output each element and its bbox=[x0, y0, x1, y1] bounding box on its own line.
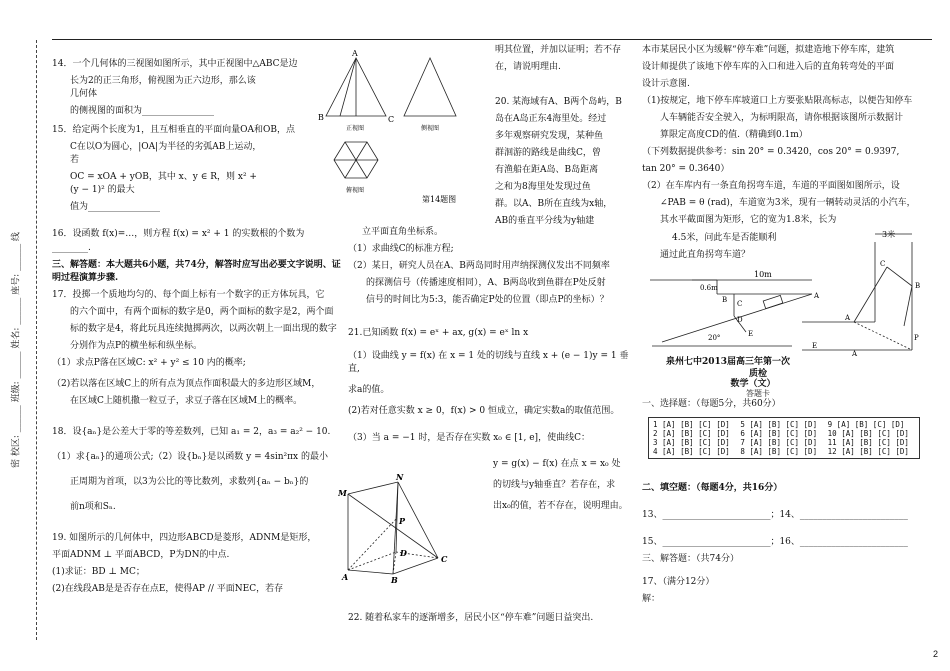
q20-line8: AB的垂直平分线为y轴建 bbox=[495, 216, 595, 227]
answer-row-10[interactable]: 10 [A] [B] [C] [D] bbox=[827, 429, 909, 438]
answer-row-11[interactable]: 11 [A] [B] [C] [D] bbox=[827, 438, 909, 447]
card-title-line4: 答题卡 bbox=[746, 389, 770, 399]
q17-part2-line1: （2)若以落在区域C上的所有点为顶点作面积最大的多边形区域M， bbox=[52, 378, 321, 389]
q22-part2-line2: ∠PAB = θ (rad)，车道宽为3米，现有一辆转动灵活的小汽车， bbox=[660, 198, 916, 209]
q17-answer-heading: 17、（满分12分） bbox=[642, 577, 715, 588]
top-rule bbox=[52, 39, 932, 40]
q20-line4: 群洄游的路线是曲线C，曾 bbox=[495, 148, 601, 159]
answer-card-header bbox=[648, 356, 808, 399]
q18-line4: 前n项和Sₙ. bbox=[70, 502, 116, 513]
q18-line2: （1）求{aₙ}的通项公式;（2）设{bₙ}是以函数 y = 4sin²πx 的最小 bbox=[52, 452, 328, 463]
fig22-label-e: E bbox=[812, 342, 818, 350]
fig14-caption: 第14题图 bbox=[422, 195, 457, 204]
q22-part1-line2: 人车辆能否安全驶入，为标明限高，请你根据该图所示数据计 bbox=[660, 113, 904, 124]
fig14-side-triangle bbox=[404, 58, 456, 116]
q22-part1-line1: （1)按规定，地下停车库坡道口上方要张贴限高标志，以便告知停车 bbox=[642, 96, 913, 107]
answer-row-8[interactable]: 8 [A] [B] [C] [D] bbox=[740, 447, 818, 456]
q22-stem: 22. 随着私家车的逐渐增多，居民小区“停车难”问题日益突出. bbox=[348, 613, 594, 623]
answer-row-6[interactable]: 6 [A] [B] [C] [D] bbox=[740, 429, 818, 438]
q22-cont-line3: 设计示意图. bbox=[642, 79, 690, 90]
q20-line6: 之和为8海里处发现过鱼 bbox=[495, 182, 591, 193]
q16: 16．设函数 f(x)=…，则方程 f(x) = x² + 1 的实数根的个数为________. bbox=[52, 229, 305, 253]
q22-part2-line3: 其水平截面图为矩形，它的宽为1.8米，长为 bbox=[660, 215, 837, 226]
q21-part3-line4: 出x₀的值，若不存在，说明理由。 bbox=[493, 500, 628, 511]
q20-line7: 群。以A、B所在直线为x轴， bbox=[495, 199, 613, 210]
q15-line3: OC = xOA + yOB，其中 x、y ∈ R，则 x² + (y − 1)² 的最大 bbox=[70, 172, 257, 196]
fig14-front-edge bbox=[340, 58, 356, 116]
blank-15-16[interactable]: 15、________________________；16、________________________ bbox=[642, 537, 908, 548]
fig22-label-d-ramp: D bbox=[737, 316, 743, 324]
q20-part2-line2: 的探测信号（传播速度相同），A、B两岛收到鱼群在P处反射 bbox=[366, 278, 606, 289]
fig22-car-left bbox=[854, 267, 887, 322]
q17-line4: 分别作为点P的横坐标和纵坐标。 bbox=[70, 340, 203, 351]
fig22-car-top bbox=[887, 267, 912, 286]
fig19-edge-ab bbox=[348, 570, 393, 574]
q19-line2: 平面ADNM ⊥ 平面ABCD，P为DN的中点. bbox=[52, 550, 230, 561]
fig19-edge-bc bbox=[393, 558, 438, 574]
q22-part2-line5: 通过此直角拐弯车道？ bbox=[660, 249, 751, 260]
column-2 bbox=[495, 44, 635, 232]
q21-part1-line1: （1）设曲线 y = f(x) 在 x = 1 处的切线与直线 x + (e − 1)y = 1 垂直, bbox=[348, 351, 629, 375]
fig19-edge-mn bbox=[348, 482, 398, 494]
fig14 bbox=[318, 50, 488, 215]
q19-line4: (2)在线段AB是是否存在点E，使得AP // 平面NEC，若存 bbox=[52, 584, 284, 595]
q14-line1: 14．一个几何体的三视图如图所示，其中正视图中△ABC是边 bbox=[52, 59, 298, 69]
fig22-label-a: A bbox=[845, 314, 851, 322]
fig22-label-p: P bbox=[914, 334, 919, 342]
q14-line2: 长为2的正三角形，俯视图为正六边形，那么该几何体 bbox=[70, 76, 256, 100]
q20-line9: 立平面直角坐标系。 bbox=[362, 227, 444, 237]
fig19-label-a: A bbox=[342, 572, 349, 582]
q21-stem: 21.已知函数 f(x) = eˣ + ax, g(x) = eˣ ln x bbox=[348, 328, 529, 339]
fig19-edge-mc bbox=[348, 494, 438, 558]
fig22-label-b-ramp: B bbox=[722, 296, 728, 304]
fig14-label-a: A bbox=[352, 50, 358, 58]
q19-line3: (1)求证：BD ⊥ MC； bbox=[52, 567, 145, 578]
q22-cont-line2: 设计师提供了该地下停车库的入口和进入后的直角转弯处的平面 bbox=[642, 62, 895, 73]
fig22-label-a2: A bbox=[852, 350, 858, 357]
q18-line3: 正周期为首项，以3为公比的等比数列，求数列{aₙ − bₙ}的 bbox=[70, 477, 309, 488]
q21-part3-line3: 的切线与y轴垂直？若存在，求 bbox=[493, 479, 616, 490]
page-number: 2 bbox=[932, 648, 938, 659]
binding-dashed-line bbox=[36, 40, 37, 640]
fig19-label-m: M bbox=[338, 488, 347, 498]
answer-row-2[interactable]: 2 [A] [B] [C] [D] bbox=[653, 429, 730, 438]
q15-line2: C在以O为圆心，|OA|为半径的劣弧AB上运动，若 bbox=[70, 142, 262, 166]
q19-line1: 19. 如图所示的几何体中，四边形ABCD是菱形，ADNM是矩形， bbox=[52, 533, 317, 544]
sec3-heading: 三、解答题：（共74分） bbox=[642, 554, 739, 565]
q22-ref-line2: tan 20° = 0.3640） bbox=[642, 164, 730, 175]
card-title-line2: 质检 bbox=[748, 369, 767, 380]
fig19-label-d: D bbox=[400, 548, 407, 558]
q21-part3-line2: y = g(x) − f(x) 在点 x = x₀ 处 bbox=[493, 458, 621, 469]
fig14-top-label: 俯视图 bbox=[346, 187, 365, 194]
fig14-label-b: B bbox=[318, 113, 324, 122]
section3-heading: 三、解答题：本大题共6小题，共74分，解答时应写出必要文字说明、证明过程演算步骤. bbox=[52, 259, 341, 283]
fig19 bbox=[338, 474, 473, 584]
binding-info: 密 校区: ______ 班级: ______ 姓名: ______ 座号: ______ 线 bbox=[11, 232, 22, 468]
fig19-svg bbox=[338, 474, 473, 584]
q17-line3: 标的数字是4，将此玩具连续抛掷两次，以两次朝上一面出现的数字 bbox=[70, 323, 337, 334]
fig22-car-right bbox=[904, 286, 912, 326]
q19-continued-1: 明其位置，并加以证明；若不存 bbox=[495, 45, 622, 55]
q20-part2-line1: （2）某日，研究人员在A、B两岛同时用声纳探测仪发出不同频率 bbox=[348, 261, 610, 272]
q18-line1: 18．设{aₙ}是公差大于零的等差数列，已知 a₁ = 2，a₃ = a₂² − 10. bbox=[52, 426, 331, 437]
q20-line2: 岛在A岛正东4海里处。经过 bbox=[495, 114, 607, 125]
answer-row-4[interactable]: 4 [A] [B] [C] [D] bbox=[653, 447, 730, 456]
card-title-line1: 泉州七中2013届高三年第一次 bbox=[665, 357, 791, 367]
column-1 bbox=[52, 58, 342, 600]
fig22-label-a-ramp: A bbox=[814, 292, 820, 300]
fig19-label-p: P bbox=[399, 516, 406, 526]
sec2-heading: 二、填空题：（每题4分，共16分） bbox=[642, 483, 783, 493]
q14-line3: 的侧视图的面积为________________ bbox=[70, 106, 215, 117]
answer-row-12[interactable]: 12 [A] [B] [C] [D] bbox=[827, 447, 909, 456]
fig14-front-label: 正视图 bbox=[346, 125, 365, 132]
fig14-label-c: C bbox=[388, 115, 395, 124]
blank-13-14[interactable]: 13、________________________；14、________________________ bbox=[642, 510, 908, 521]
solution-label: 解： bbox=[642, 594, 661, 605]
q17-part2-line2: 在区域C上随机撒一粒豆子，求豆子落在区域M上的概率。 bbox=[70, 395, 303, 406]
fig22 bbox=[642, 222, 932, 357]
q21-part1-line2: 求a的值。 bbox=[348, 385, 390, 396]
fig22-diag bbox=[854, 322, 912, 350]
fig22-angle-label: 20° bbox=[708, 334, 721, 342]
q20-line3: 多年观察研究发现，某种鱼 bbox=[495, 131, 604, 142]
q15-line4: 值为________________ bbox=[70, 202, 161, 213]
answer-row-7[interactable]: 7 [A] [B] [C] [D] bbox=[740, 438, 818, 447]
answer-row-9[interactable]: 9 [A] [B] [C] [D] bbox=[827, 420, 905, 429]
answer-row-1[interactable]: 1 [A] [B] [C] [D] bbox=[653, 420, 730, 429]
q22-part2-line1: （2）在车库内有一条直角拐弯车道，车道的平面图如图所示，设 bbox=[642, 181, 900, 192]
fig22-label-c-ramp: C bbox=[737, 300, 743, 308]
fig22-label-e-ramp: E bbox=[748, 330, 754, 338]
fig19-label-b: B bbox=[391, 575, 398, 584]
fig22-length-label: 10m bbox=[754, 270, 772, 279]
q17-part1: （1）求点P落在区域C: x² + y² ≤ 10 内的概率; bbox=[52, 357, 246, 368]
fig14-svg bbox=[318, 50, 488, 215]
q17-line1: 17．投掷一个质地均匀的、每个面上标有一个数字的正方体玩具，它 bbox=[52, 289, 325, 300]
q22-part1-line3: 算限定高度CD的值.（精确到0.1m） bbox=[660, 130, 808, 141]
q20-part2-line3: 信号的时间比为5:3，能否确定P处的位置（即点P的坐标）？ bbox=[366, 295, 609, 306]
fig22-width-label: 3米 bbox=[882, 230, 896, 239]
answer-card-body bbox=[642, 482, 932, 610]
q22-part2-line4: 4.5米，问此车是否能顺利 bbox=[672, 232, 777, 243]
q21-part3-line1: （3）当 a = −1 时，是否存在实数 x₀ ∈ [1, e]，使曲线C： bbox=[348, 433, 590, 444]
sec1-heading: 一、选择题：（每题5分，共60分） bbox=[642, 399, 781, 409]
binding-margin bbox=[6, 60, 28, 640]
fig22-svg bbox=[642, 222, 932, 357]
answer-row-3[interactable]: 3 [A] [B] [C] [D] bbox=[653, 438, 730, 447]
choice-answer-grid bbox=[648, 417, 920, 459]
fig19-edge-bn bbox=[393, 482, 398, 574]
fig22-label-c: C bbox=[880, 260, 886, 268]
fig22-height-label: 0.6m bbox=[700, 284, 718, 292]
q17-line2: 的六个面中，有两个面标的数字是0，两个面标的数字是2，两个面 bbox=[70, 306, 334, 317]
q20-part1: （1）求曲线C的标准方程; bbox=[348, 244, 454, 255]
fig19-edge-ap bbox=[348, 518, 397, 570]
fig22-label-b: B bbox=[915, 282, 921, 290]
q21-part2: (2)若对任意实数 x ≥ 0，f(x) > 0 恒成立，确定实数a的取值范围。 bbox=[348, 406, 620, 417]
fig19-edge-ad bbox=[348, 552, 396, 570]
q22-ref-line1: （下列数据提供参考：sin 20° = 0.3420，cos 20° = 0.9397, bbox=[642, 147, 900, 158]
fig19-label-n: N bbox=[396, 474, 404, 482]
fig14-side-label: 侧视图 bbox=[421, 125, 440, 132]
q15-line1: 15．给定两个长度为1，且互相垂直的平面向量OA和OB，点 bbox=[52, 125, 296, 136]
fig19-label-c: C bbox=[441, 554, 448, 564]
q22-cont-line1: 本市某居民小区为缓解“停车难”问题，拟建造地下停车库，建筑 bbox=[642, 45, 895, 55]
q19-continued-2: 在，请说明理由. bbox=[495, 62, 561, 73]
fig22-car bbox=[763, 295, 783, 308]
answer-row-5[interactable]: 5 [A] [B] [C] [D] bbox=[740, 420, 818, 429]
q20-line5: 有渔船在距A岛、B岛距离 bbox=[495, 165, 599, 176]
card-title-line3: 数学（文） bbox=[730, 379, 776, 390]
q20-line1: 20. 某海域有A、B两个岛屿，B bbox=[495, 97, 622, 108]
